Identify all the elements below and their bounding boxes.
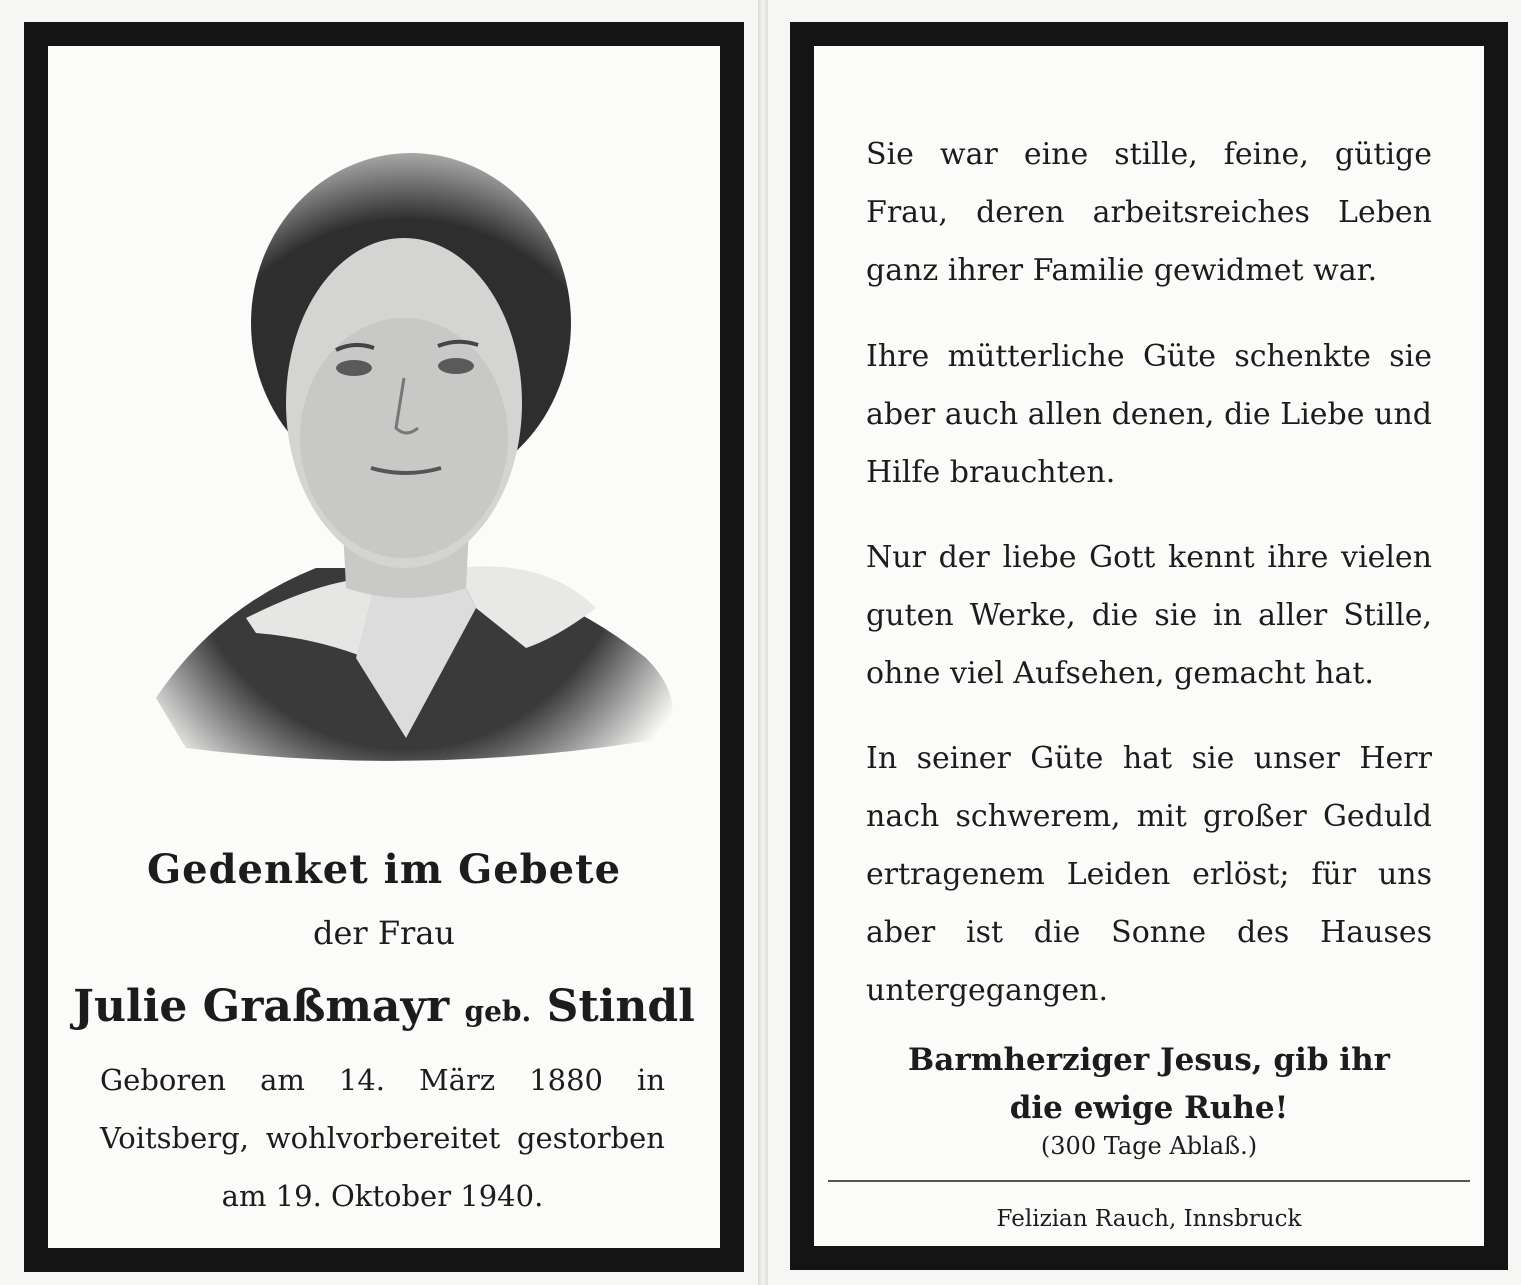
- printer-credit: Felizian Rauch, Innsbruck: [996, 1206, 1302, 1232]
- paragraph-4: In seiner Güte hat sie unser Herr nach schwerem, mit großer Geduld ertragenem Leiden erlöst; für uns aber ist die Sonne des Hauses untergegangen.: [866, 741, 1432, 1008]
- deceased-name: [48, 981, 720, 1032]
- prayer-line-1: Barmherziger Jesus, gib ihr: [908, 1042, 1390, 1078]
- right-mourning-frame: [790, 22, 1508, 1270]
- memorial-heading: Gedenket im Gebete: [146, 846, 622, 893]
- name-first: Julie Graßmayr: [73, 981, 450, 1032]
- prayer-line-2: die ewige Ruhe!: [1009, 1090, 1289, 1126]
- paragraph-1: Sie war eine stille, feine, gütige Frau, deren arbeitsreiches Leben ganz ihrer Familie gewidmet war.: [866, 137, 1432, 288]
- prayer: [814, 1036, 1484, 1132]
- honorific: der Frau: [312, 914, 456, 952]
- left-mourning-frame: [24, 22, 744, 1272]
- divider: [828, 1180, 1470, 1182]
- indulgence-note: (300 Tage Ablaß.): [1040, 1132, 1258, 1160]
- paragraph-3: Nur der liebe Gott kennt ihre vielen guten Werke, die sie in aller Stille, ohne viel Aufsehen, gemacht hat.: [866, 540, 1432, 691]
- name-maiden: Stindl: [546, 981, 695, 1032]
- paragraph-2: Ihre mütterliche Güte schenkte sie aber auch allen denen, die Liebe und Hilfe brauchten.: [866, 339, 1432, 490]
- biography: Geboren am 14. März 1880 in Voitsberg, wohlvorbereitet gestorben am 19. Oktober 1940.: [100, 1063, 665, 1213]
- portrait-photo: [126, 138, 686, 768]
- name-geb: geb.: [464, 995, 532, 1028]
